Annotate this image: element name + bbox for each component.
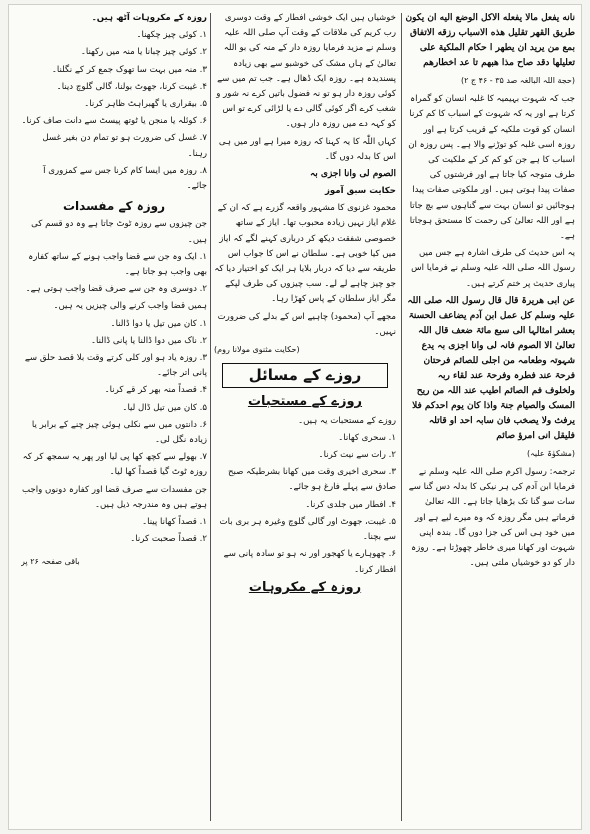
list-item: ۲. دوسری وہ جن سے صرف قضا واجب ہوتی ہے۔ (25, 284, 207, 295)
story-label: حکایت سبق آموز (324, 186, 396, 197)
subheading: روزے کے مستحبات (247, 394, 363, 410)
hadith-intro: یہ اس حدیث کی طرف اشارہ ہے جس میں رسول اللہ صلی اللہ علیہ وسلم نے فرمایا اس پیاری حدیث پر ختم کرتے ہیں۔ (411, 248, 575, 289)
list-item: ہمیں قضا واجب کرنے والی چیزیں یہ ہیں۔ (53, 301, 207, 312)
list-item: ۲. ناک میں دوا ڈالنا یا پانی ڈالنا۔ (91, 335, 207, 346)
paragraph: کہاں اللّٰہ کا یہ کہنا کہ روزہ میرا ہے اور میں ہی اس کا بدلہ دوں گا۔ (218, 136, 396, 162)
hadith-reference: (مشکوٰۃ علیہ) (527, 448, 575, 458)
list-item: ۲. رات سے نیت کرنا۔ (318, 450, 396, 461)
continued-note: باقی صفحہ ۲۶ پر (21, 556, 80, 566)
bottom-heading: روزہ کے مکروہات (248, 579, 362, 595)
section-title-box: روزے کے مسائل (222, 363, 388, 388)
translation: ترجمہ: رسول اکرم صلی اللہ علیہ وسلم نے فرمایا ابن آدم کی ہر نیکی کا بدلہ دس گنا سے سات سو گنا تک بڑھایا جاتا ہے۔ اللہ تعالیٰ فرماتے ہیں مگر روزہ کہ وہ میرے لیے ہے اور میں خود ہی اس کی جزا دوں گا۔ بندہ اپنی شہوت اور کھانا میری خاطر چھوڑتا ہے۔ روزہ دار کو دو خوشیاں ملتی ہیں۔ (408, 467, 575, 569)
list-item: ۵. غیبت، جھوٹ اور گالی گلوچ وغیرہ ہر بری بات سے بچنا۔ (219, 516, 396, 543)
list-item: ۳. منہ میں بہت سا تھوک جمع کر کے نگلنا۔ (51, 64, 207, 75)
list-item: ۴. افطار میں جلدی کرنا۔ (305, 499, 396, 510)
list-item: ۱. کان میں تیل یا دوا ڈالنا۔ (110, 318, 207, 329)
list-item: ۲. قصداً صحبت کرنا۔ (130, 534, 207, 545)
story-moral: مجھے آپ (محمود) چاہیے اس کے بدلے کی ضرورت نہیں۔ (217, 311, 396, 337)
list-item: ۵. بیقراری یا گھبراہٹ ظاہر کرنا۔ (84, 99, 207, 110)
list-item: ۵. کان میں تیل ڈال لیا۔ (122, 402, 207, 413)
paragraph: خوشیاں ہیں ایک خوشی افطار کے وقت دوسری رب کریم کی ملاقات کے وقت آپ صلی اللہ علیہ وسلم نے مزید فرمایا روزہ دار کے منہ کی بو اللہ تعالیٰ کے ہاں مشک کی خوشبو سے بھی زیادہ پسندیدہ ہے۔ روزہ ایک ڈھال ہے۔ جب تم میں سے کوئی روزہ دار ہو تو نہ فضول باتیں کرے نہ شور و شغب کرے اگر کوئی گالی دے یا لڑائی کرے تو اس کو کہہ دے میں روزہ دار ہوں۔ (216, 13, 396, 130)
urdu-paragraph: جب کہ شہوت بہیمیہ کا غلبہ انسان کو گمراہ کرتا ہے اور یہ کہ شہوت کے اسباب کا کم کرنا انسان کو قوت ملکیہ کے قریب کرتا ہے اور روزہ اسی غلبہ کو توڑنے والا ہے۔ پس روزہ ان اسباب کا ہے جن کو کم کر کے ملکیت کی طرف متوجہ کیا جاتا ہے اور فرشتوں کی صفات پیدا ہوتی ہیں۔ اور ملکوتی صفات پیدا ہوجائیں تو انسان بہت سے گناہوں سے بچ جاتا ہے اور اللہ تعالیٰ کی رحمت کا مستحق ہوجاتا ہے۔ (408, 94, 575, 242)
list-item: ۶. کوئلہ یا منجن یا ٹوتھ پیسٹ سے دانت صاف کرنا۔ (21, 116, 207, 127)
list-item: ۱. ایک وہ جن سے قضا واجب ہونے کے ساتھ کفارہ بھی واجب ہو جاتا ہے۔ (28, 251, 207, 278)
top-line: روزہ کے مکروہات آٹھ ہیں۔ (91, 13, 207, 23)
list-item: ۱. کوئی چیز چکھنا۔ (136, 30, 207, 41)
right-column (405, 11, 575, 823)
hadith-arabic: عن ابی ھریرۃ قال قال رسول اللہ صلی اللہ علیہ وسلم کل عمل ابن آدم یضاعف الحسنۃ بعشر امثالہا الی سبع مائۃ ضعف قال اللہ تعالیٰ الا الصوم فانہ لی وانا اجزی بہ یدع شہوتہ وطعامہ من اجلی للصائم فرحتان فرحۃ عند فطرہ وفرحۃ عند لقاء ربہ ولخلوف فم الصائم اطیب عند اللہ من ریح المسک والصیام جنۃ واذا کان یوم احدکم فلا یرفث ولا یصخب فان سابہ احد او قاتلہ فلیقل انی امرؤ صائم (407, 295, 575, 441)
section-heading: روزہ کے مفسدات (62, 199, 166, 214)
list-item: ۷. غسل کی ضرورت ہو تو تمام دن بغیر غسل رہنا۔ (42, 133, 207, 159)
arabic-passage: نانه یفعل مالا یفعله الاکل الوضع الیه ان یکون طریق القهر تقلیل هذه الاسباب رزقه الاتفاق بمع من یرید ان یطهر ا حکام الملکیة علی تعلیلها دقد صاح مذا هبهم تا عد اخطارهم (405, 13, 575, 68)
list-item: ۲. کوئی چیز چبانا یا منہ میں رکھنا۔ (80, 47, 207, 58)
list-item: ۴. قصداً منہ بھر کر قے کرنا۔ (104, 385, 207, 396)
list-item: ۶. چھوہارے یا کھجور اور نہ ہو تو سادہ پانی سے افطار کرنا۔ (223, 549, 396, 575)
list-intro: روزے کے مستحبات یہ ہیں۔ (298, 415, 396, 426)
magazine-page (8, 4, 582, 830)
list-item: ۷. بھولے سے کچھ کھا پی لیا اور پھر یہ سمجھ کر کہ روزہ ٹوٹ گیا قصداً کھا لیا۔ (22, 452, 207, 478)
middle-column (214, 11, 396, 823)
column-divider (401, 13, 402, 821)
list-item: ۴. غیبت کرنا، جھوٹ بولنا، گالی گلوچ دینا۔ (56, 81, 207, 92)
section-intro: جن چیزوں سے روزہ ٹوٹ جاتا ہے وہ دو قسم کی ہیں۔ (31, 219, 207, 245)
list-item: ۱. سحری کھانا۔ (338, 432, 396, 443)
story-heading: الصوم لی وانا اجزی بہ (310, 169, 396, 180)
reference: (حجة اللہ البالغہ صد ۳۵ - ۴۶ ج ۲) (460, 76, 575, 85)
list-item: ۶. دانتوں میں سے نکلی ہوئی چیز چنے کے برابر یا زیادہ نگل لی۔ (31, 419, 207, 446)
list-item: ۸. روزہ میں ایسا کام کرنا جس سے کمزوری آ جائے۔ (43, 165, 207, 192)
left-column (21, 11, 207, 823)
list-item: ۳. روزہ یاد ہو اور کلی کرتے وقت بلا قصد حلق سے پانی اتر جائے۔ (24, 353, 207, 379)
closing-text: جن مفسدات سے صرف قضا اور کفارہ دونوں واجب ہوتے ہیں وہ مندرجہ ذیل ہیں۔ (21, 484, 207, 510)
list-item: ۱. قصداً کھانا پینا۔ (142, 517, 207, 528)
list-item: ۳. سحری اخیری وقت میں کھانا بشرطیکہ صبح صادق سے پہلے فارغ ہو جائے۔ (227, 467, 396, 493)
story-reference: (حکایت مثنوی مولانا روم) (214, 345, 300, 355)
story-text: محمود غزنوی کا مشہور واقعہ گزرے ہے کہ ان کے غلام ایاز نہیں زیادہ محبوب تھا۔ ایاز کے ساتھ خصوصی شفقت دیکھ کر درباری کہنے لگے کہ ایاز میں کیا خوبی ہے۔ سلطان نے اس کا جواب اس طریقہ سے دیا کہ دربار بلایا ہر ایک کو اختیار دیا کہ جو چیز چاہے لے لے۔ سب چیزوں کی طرف لپکے مگر ایاز سلطان کے پاس کھڑا رہا۔ (214, 203, 396, 305)
column-divider (210, 13, 211, 821)
